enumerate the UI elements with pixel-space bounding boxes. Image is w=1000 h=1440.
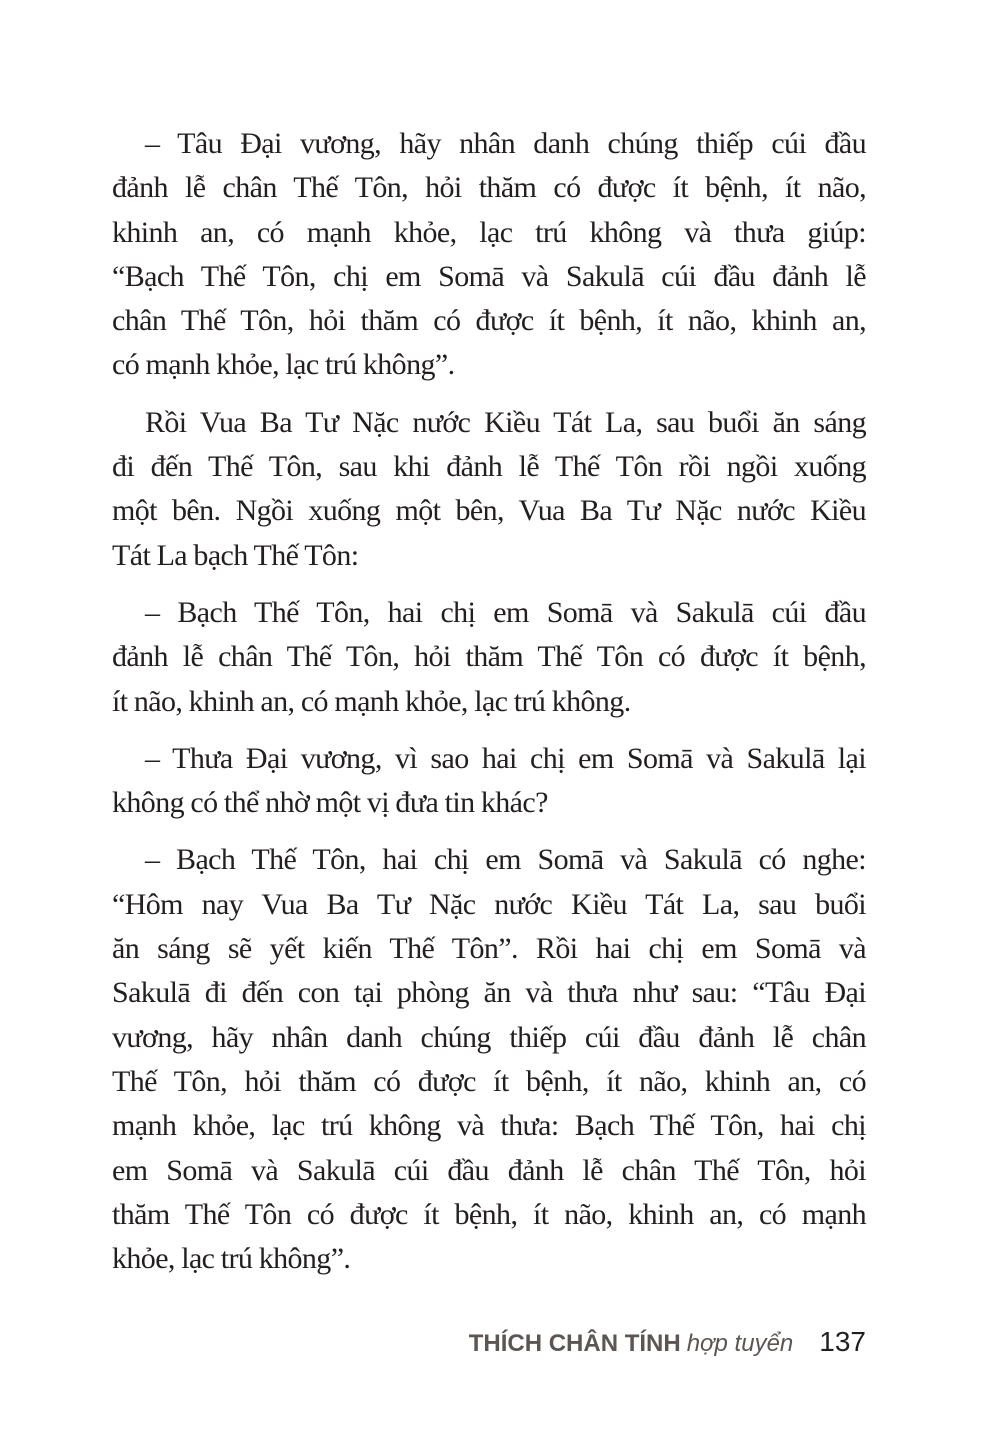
text-line: khinh an, có mạnh khỏe, lạc trú không và thưa giúp: (112, 215, 866, 249)
text-line: ít não, khinh an, có mạnh khỏe, lạc trú không. (112, 684, 631, 718)
text-line: khỏe, lạc trú không”. (112, 1242, 351, 1276)
text-line: không có thể nhờ một vị đưa tin khác? (112, 786, 548, 820)
page-footer (418, 1326, 866, 1370)
book-title: THÍCH CHÂN TÍNH (468, 1330, 681, 1357)
text-line: thăm Thế Tôn có được ít bệnh, ít não, khinh an, có mạnh (112, 1197, 866, 1231)
text-line: – Bạch Thế Tôn, hai chị em Somā và Sakulā cúi đầu (145, 595, 866, 629)
text-line: đảnh lễ chân Thế Tôn, hỏi thăm có được ít bệnh, ít não, (112, 171, 866, 205)
text-line: có mạnh khỏe, lạc trú không”. (112, 348, 455, 382)
text-line: Sakulā đi đến con tại phòng ăn và thưa như sau: “Tâu Đại (112, 976, 866, 1010)
text-line: đi đến Thế Tôn, sau khi đảnh lễ Thế Tôn rồi ngồi xuống (112, 450, 866, 484)
text-line: chân Thế Tôn, hỏi thăm có được ít bệnh, ít não, khinh an, (112, 304, 866, 338)
text-line: em Somā và Sakulā cúi đầu đảnh lễ chân Thế Tôn, hỏi (112, 1153, 866, 1187)
text-line: “Bạch Thế Tôn, chị em Somā và Sakulā cúi đầu đảnh lễ (112, 259, 866, 293)
text-line: đảnh lễ chân Thế Tôn, hỏi thăm Thế Tôn có được ít bệnh, (112, 640, 866, 674)
paragraph (112, 838, 866, 1281)
paragraph (112, 591, 866, 724)
text-line: Rồi Vua Ba Tư Nặc nước Kiều Tát La, sau buổi ăn sáng (145, 405, 866, 439)
paragraph (112, 737, 866, 826)
page-body (112, 122, 866, 1294)
text-line: Tát La bạch Thế Tôn: (112, 538, 359, 572)
text-line: vương, hãy nhân danh chúng thiếp cúi đầu đảnh lễ chân (112, 1020, 866, 1054)
text-line: – Tâu Đại vương, hãy nhân danh chúng thiếp cúi đầu (145, 127, 866, 160)
paragraph (112, 401, 866, 578)
page-number: 137 (819, 1326, 866, 1357)
paragraph (112, 122, 866, 388)
text-line: một bên. Ngồi xuống một bên, Vua Ba Tư Nặc nước Kiều (112, 494, 866, 528)
text-line: “Hôm nay Vua Ba Tư Nặc nước Kiều Tát La, sau buổi (112, 887, 866, 921)
text-line: ăn sáng sẽ yết kiến Thế Tôn”. Rồi hai chị em Somā và (112, 932, 866, 966)
text-line: mạnh khỏe, lạc trú không và thưa: Bạch Thế Tôn, hai chị (112, 1109, 866, 1143)
text-line: – Bạch Thế Tôn, hai chị em Somā và Sakulā có nghe: (145, 843, 866, 877)
text-line: – Thưa Đại vương, vì sao hai chị em Somā và Sakulā lại (145, 741, 866, 775)
book-subtitle: hợp tuyển (686, 1330, 794, 1357)
text-line: Thế Tôn, hỏi thăm có được ít bệnh, ít não, khinh an, có (112, 1064, 866, 1098)
